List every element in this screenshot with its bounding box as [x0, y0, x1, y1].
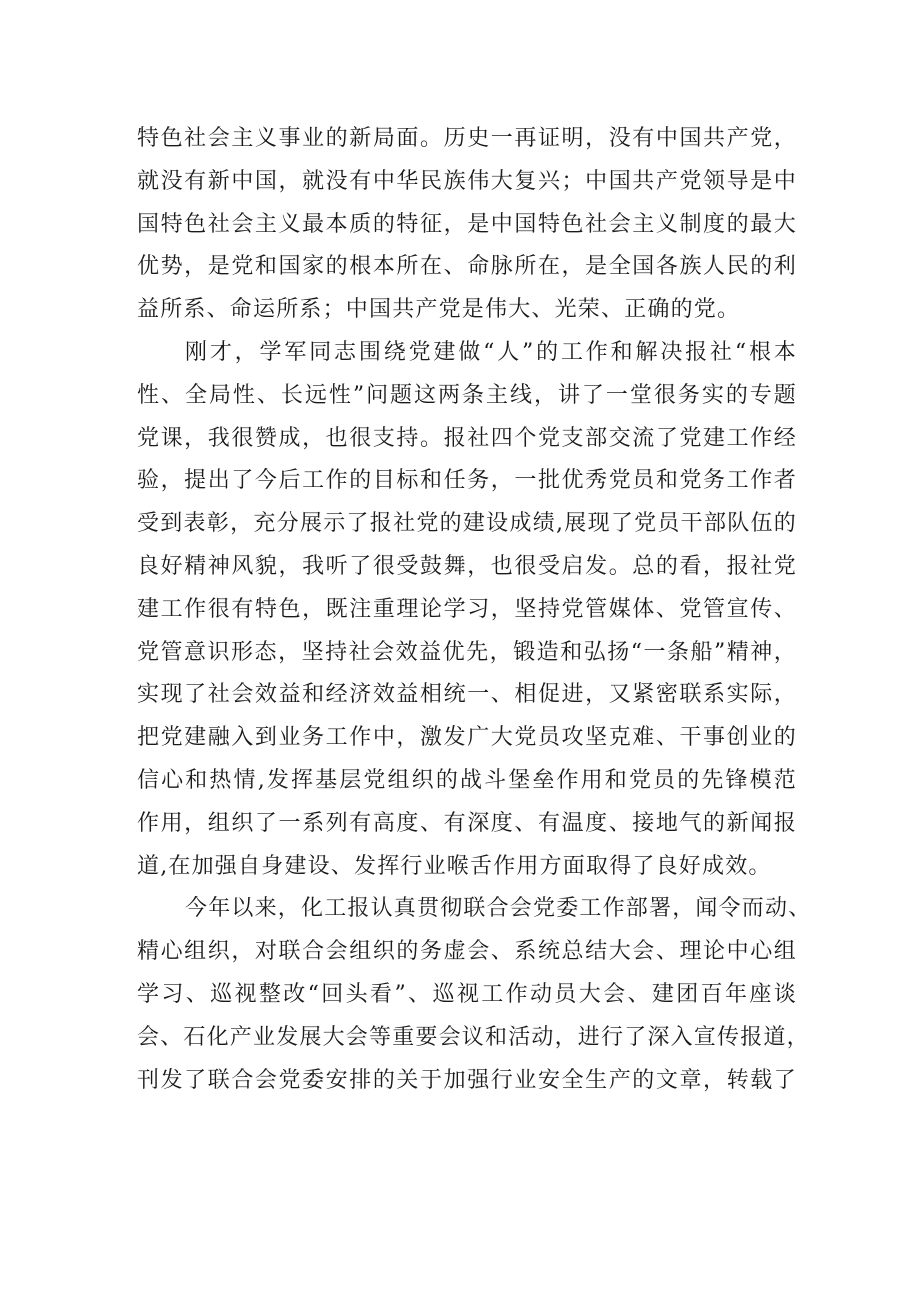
text-line: 刊发了联合会党委安排的关于加强行业安全生产的文章，转载了 — [137, 1067, 797, 1093]
text-line: 学习、巡视整改“回头看”、巡视工作动员大会、建团百年座谈 — [137, 981, 797, 1007]
text-line: 信心和热情,发挥基层党组织的战斗堡垒作用和党员的先锋模范 — [137, 767, 797, 793]
text-line: 良好精神风貌，我听了很受鼓舞，也很受启发。总的看，报社党 — [137, 553, 797, 579]
text-line: 特色社会主义事业的新局面。历史一再证明，没有中国共产党， — [137, 126, 797, 151]
text-line: 作用，组织了一系列有高度、有深度、有温度、接地气的新闻报 — [137, 810, 797, 836]
text-line: 就没有新中国，就没有中华民族伟大复兴；中国共产党领导是中 — [137, 168, 797, 194]
text-line: 把党建融入到业务工作中，激发广大党员攻坚克难、干事创业的 — [137, 725, 797, 751]
paragraph-1 — [137, 118, 797, 332]
paragraph-3 — [137, 888, 812, 1102]
text-line: 国特色社会主义最本质的特征，是中国特色社会主义制度的最大 — [137, 211, 797, 237]
text-line: 验，提出了今后工作的目标和任务，一批优秀党员和党务工作者 — [137, 468, 797, 494]
text-line: 会、石化产业发展大会等重要会议和活动，进行了深入宣传报道， — [137, 1024, 810, 1050]
text-line: 性、全局性、长远性”问题这两条主线，讲了一堂很务实的专题 — [137, 382, 797, 408]
text-line: 党管意识形态，坚持社会效益优先，锻造和弘扬“一条船”精神， — [137, 639, 797, 665]
text-line: 今年以来，化工报认真贯彻联合会党委工作部署，闻令而动、 — [185, 896, 812, 922]
text-line: 建工作很有特色，既注重理论学习，坚持党管媒体、党管宣传、 — [137, 596, 797, 622]
text-line: 优势，是党和国家的根本所在、命脉所在，是全国各族人民的利 — [137, 254, 797, 280]
text-line: 道,在加强自身建设、发挥行业喉舌作用方面取得了良好成效。 — [137, 853, 772, 879]
text-line: 实现了社会效益和经济效益相统一、相促进，又紧密联系实际， — [137, 682, 797, 708]
text-line: 党课，我很赞成，也很支持。报社四个党支部交流了党建工作经 — [137, 425, 797, 451]
text-line: 刚才，学军同志围绕党建做“人”的工作和解决报社“根本 — [185, 339, 797, 365]
paragraph-2 — [137, 332, 797, 888]
text-line: 益所系、命运所系；中国共产党是伟大、光荣、正确的党。 — [137, 297, 741, 323]
text-line: 精心组织，对联合会组织的务虚会、系统总结大会、理论中心组 — [137, 939, 797, 965]
text-line: 受到表彰，充分展示了报社党的建设成绩,展现了党员干部队伍的 — [137, 511, 797, 537]
document-body — [137, 118, 812, 1102]
